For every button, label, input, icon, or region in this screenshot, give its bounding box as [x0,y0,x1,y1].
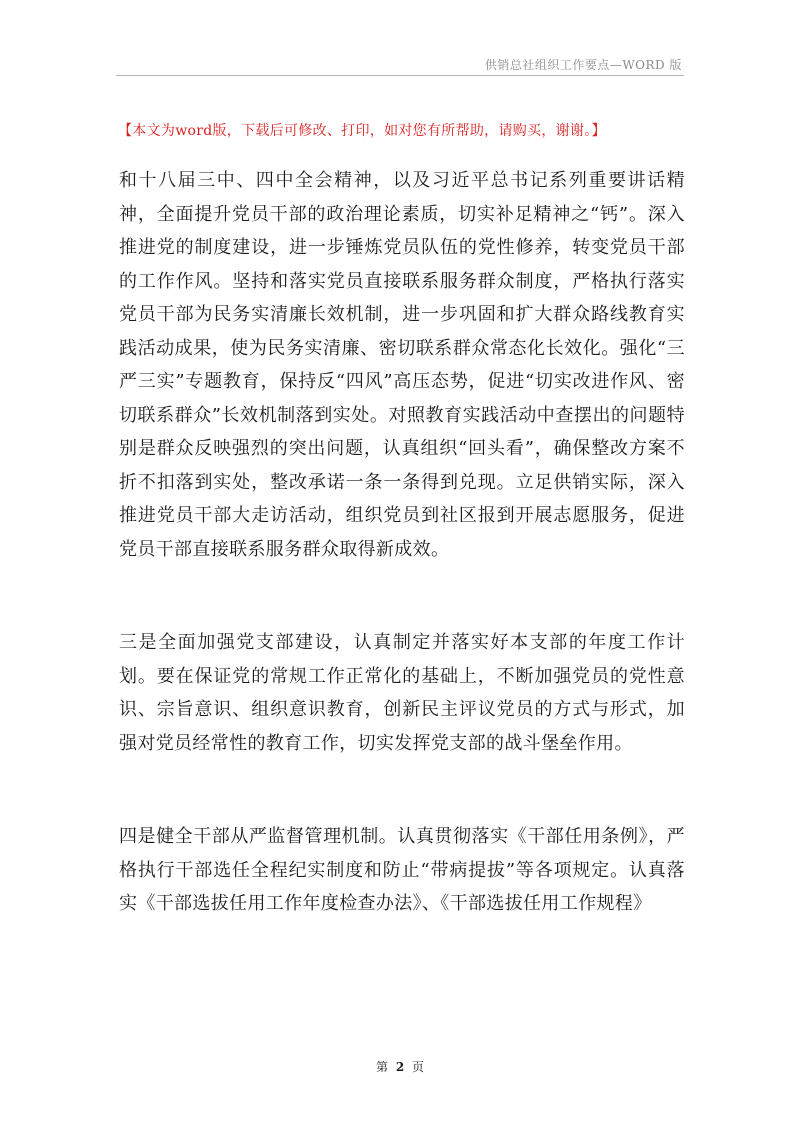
footer-prefix: 第 [375,1060,388,1074]
header-divider [116,75,684,76]
body-paragraph-2: 三是全面加强党支部建设，认真制定并落实好本支部的年度工作计划。要在保证党的常规工作正常化的基础上，不断加强党员的党性意识、宗旨意识、组织意识教育，创新民主评议党员的方式与形式，加强对党员经常性的教育工作，切实发挥党支部的战斗堡垒作用。 [119,632,685,754]
download-notice: 【本文为word版，下载后可修改、打印，如对您有所帮助，请购买，谢谢。】 [118,123,606,139]
body-paragraph-3: 四是健全干部从严监督管理机制。认真贯彻落实《干部任用条例》，严格执行干部选任全程纪实制度和防止“带病提拔”等各项规定。认真落实《干部选拔任用工作年度检查办法》、《干部选拔任用工作规程》 [119,826,685,914]
footer-suffix: 页 [412,1060,425,1074]
page-header-title: 供销总社组织工作要点—WORD 版 [484,58,682,72]
body-paragraph-1: 和十八届三中、四中全会精神，以及习近平总书记系列重要讲话精神，全面提升党员干部的政治理论素质，切实补足精神之“钙”。深入推进党的制度建设，进一步锤炼党员队伍的党性修养，转变党员干部的工作作风。坚持和落实党员直接联系服务群众制度，严格执行落实党员干部为民务实清廉长效机制，进一步巩固和扩大群众路线教育实践活动成果，使为民务实清廉、密切联系群众常态化长效化。强化“三严三实”专题教育，保持反“四风”高压态势，促进“切实改进作风、密切联系群众”长效机制落到实处。对照教育实践活动中查摆出的问题特别是群众反映强烈的突出问题，认真组织“回头看”，确保整改方案不折不扣落到实处，整改承诺一条一条得到兑现。立足供销实际，深入推进党员干部大走访活动，组织党员到社区报到开展志愿服务，促进党员干部直接联系服务群众取得新成效。 [119,170,685,560]
paragraph-spacer [119,566,685,626]
document-body [119,164,685,921]
paragraph-spacer [119,760,685,820]
page-footer [0,1058,800,1075]
page-number: 2 [395,1060,405,1074]
